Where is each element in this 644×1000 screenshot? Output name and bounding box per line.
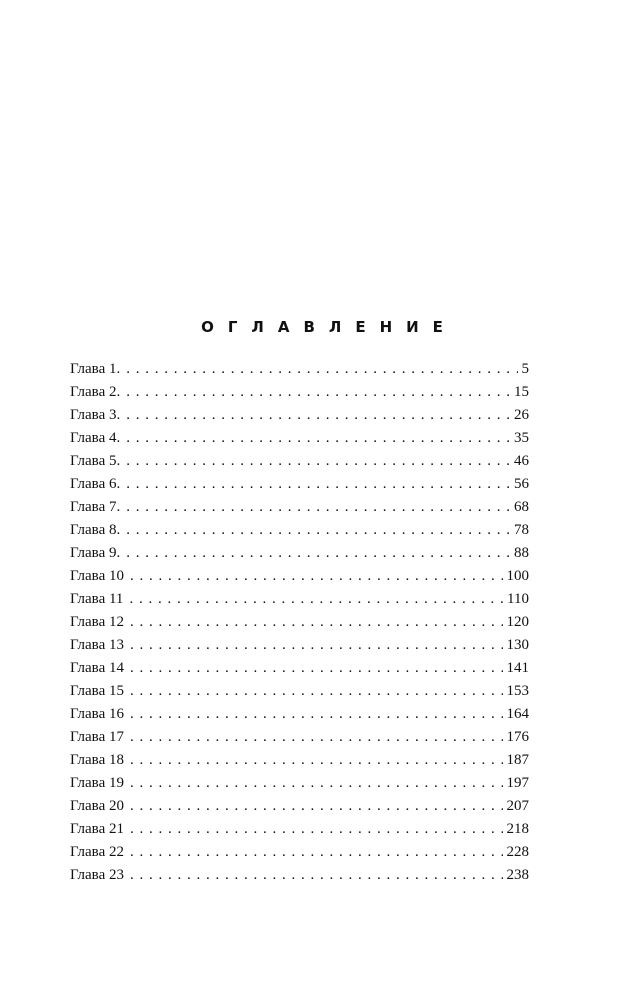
toc-entry-page: 164 (506, 706, 529, 722)
toc-entry-page: 35 (514, 430, 529, 446)
toc-entry-page: 88 (514, 545, 529, 561)
toc-entry-label: Глава 5. (70, 453, 121, 469)
toc-list (70, 358, 529, 887)
toc-leader-dots (130, 864, 503, 887)
toc-leader-dots (126, 358, 517, 381)
toc-entry-label: Глава 3. (70, 407, 121, 423)
toc-entry[interactable] (70, 358, 529, 381)
toc-entry-page: 26 (514, 407, 529, 423)
toc-entry[interactable] (70, 864, 529, 887)
toc-entry[interactable] (70, 772, 529, 795)
toc-entry-page: 153 (506, 683, 529, 699)
toc-entry[interactable] (70, 427, 529, 450)
toc-entry-label: Глава 23 (70, 867, 124, 883)
toc-leader-dots (130, 703, 503, 726)
toc-leader-dots (126, 381, 510, 404)
toc-entry[interactable] (70, 657, 529, 680)
toc-leader-dots (130, 611, 503, 634)
toc-leader-dots (126, 427, 510, 450)
toc-entry-page: 15 (514, 384, 529, 400)
toc-leader-dots (126, 473, 510, 496)
toc-entry-label: Глава 18 (70, 752, 124, 768)
toc-entry-label: Глава 1. (70, 361, 121, 377)
toc-entry[interactable] (70, 749, 529, 772)
toc-entry[interactable] (70, 496, 529, 519)
toc-entry[interactable] (70, 841, 529, 864)
toc-entry[interactable] (70, 404, 529, 427)
toc-entry-label: Глава 6. (70, 476, 121, 492)
toc-entry-label: Глава 9. (70, 545, 121, 561)
toc-leader-dots (129, 588, 503, 611)
toc-entry-page: 228 (506, 844, 529, 860)
toc-entry-label: Глава 20 (70, 798, 124, 814)
toc-entry-page: 141 (506, 660, 529, 676)
toc-entry[interactable] (70, 381, 529, 404)
toc-leader-dots (130, 565, 503, 588)
toc-leader-dots (130, 657, 503, 680)
toc-entry-label: Глава 8. (70, 522, 121, 538)
toc-entry[interactable] (70, 565, 529, 588)
toc-entry-label: Глава 10 (70, 568, 124, 584)
toc-entry-page: 68 (514, 499, 529, 515)
toc-entry-label: Глава 11 (70, 591, 124, 607)
toc-entry-label: Глава 22 (70, 844, 124, 860)
toc-leader-dots (126, 519, 510, 542)
toc-entry[interactable] (70, 542, 529, 565)
toc-leader-dots (130, 680, 503, 703)
toc-entry-page: 187 (506, 752, 529, 768)
toc-entry-label: Глава 16 (70, 706, 124, 722)
toc-entry-page: 207 (506, 798, 529, 814)
toc-leader-dots (130, 749, 503, 772)
toc-leader-dots (130, 726, 503, 749)
toc-entry[interactable] (70, 634, 529, 657)
toc-entry[interactable] (70, 588, 529, 611)
toc-entry-page: 130 (506, 637, 529, 653)
toc-entry-label: Глава 12 (70, 614, 124, 630)
toc-entry[interactable] (70, 726, 529, 749)
toc-entry-page: 5 (521, 361, 529, 377)
toc-entry[interactable] (70, 611, 529, 634)
toc-entry-page: 100 (506, 568, 529, 584)
toc-entry-page: 46 (514, 453, 529, 469)
toc-entry-label: Глава 2. (70, 384, 121, 400)
toc-entry[interactable] (70, 795, 529, 818)
toc-leader-dots (126, 404, 510, 427)
toc-entry-label: Глава 14 (70, 660, 124, 676)
toc-entry-label: Глава 21 (70, 821, 124, 837)
toc-title: ОГЛАВЛЕНИЕ (201, 318, 457, 336)
toc-entry-page: 78 (514, 522, 529, 538)
toc-leader-dots (130, 634, 503, 657)
toc-entry-page: 197 (506, 775, 529, 791)
toc-entry[interactable] (70, 473, 529, 496)
toc-entry-label: Глава 17 (70, 729, 124, 745)
toc-entry-label: Глава 15 (70, 683, 124, 699)
toc-entry[interactable] (70, 519, 529, 542)
toc-entry[interactable] (70, 680, 529, 703)
toc-leader-dots (126, 450, 510, 473)
toc-leader-dots (126, 496, 510, 519)
toc-leader-dots (130, 795, 503, 818)
toc-entry[interactable] (70, 703, 529, 726)
toc-entry-page: 238 (506, 867, 529, 883)
toc-entry-page: 176 (506, 729, 529, 745)
toc-entry[interactable] (70, 450, 529, 473)
toc-entry-label: Глава 13 (70, 637, 124, 653)
toc-entry[interactable] (70, 818, 529, 841)
toc-entry-page: 120 (506, 614, 529, 630)
toc-leader-dots (130, 841, 503, 864)
toc-entry-label: Глава 4. (70, 430, 121, 446)
toc-entry-label: Глава 7. (70, 499, 121, 515)
toc-entry-page: 218 (506, 821, 529, 837)
toc-entry-page: 56 (514, 476, 529, 492)
toc-leader-dots (130, 818, 503, 841)
toc-entry-page: 110 (507, 591, 529, 607)
toc-leader-dots (126, 542, 510, 565)
toc-entry-label: Глава 19 (70, 775, 124, 791)
toc-leader-dots (130, 772, 503, 795)
